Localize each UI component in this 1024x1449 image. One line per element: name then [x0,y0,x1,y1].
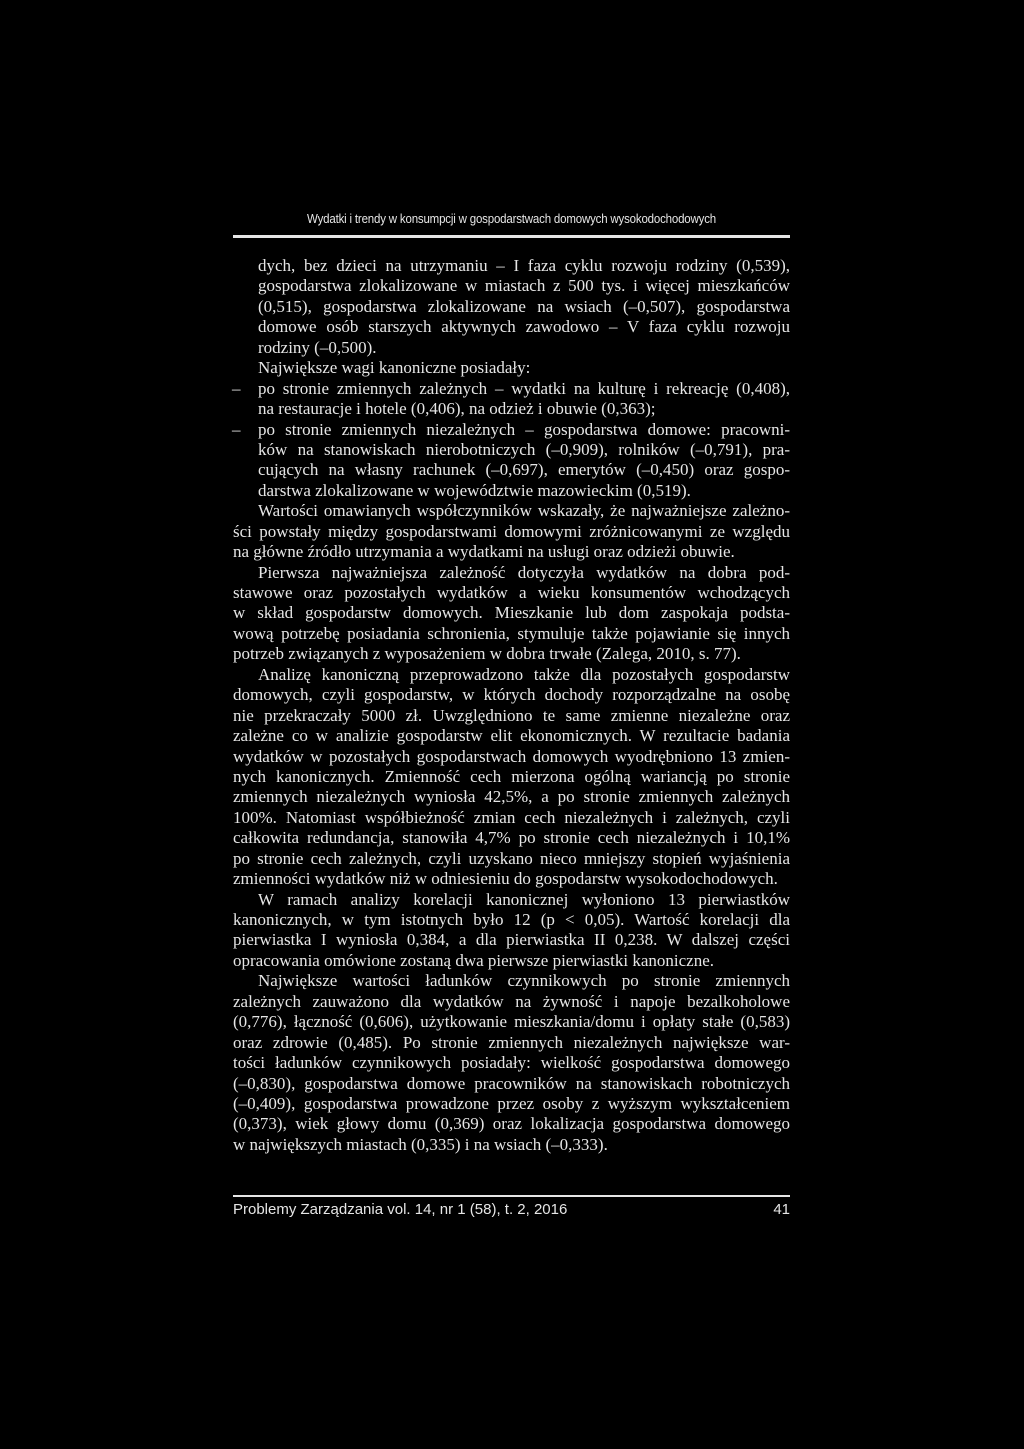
text-line: potrzeb związanych z wyposażeniem w dobra trwałe (Zalega, 2010, s. 77). [233,644,741,664]
list-item [233,379,790,420]
text-line: zmienności wydatków niż w odniesieniu do gospodarstw wysokodochodowych. [233,869,778,889]
page-footer [233,1201,790,1218]
text-line: (0,515), gospodarstwa zlokalizowane na wsiach (–0,507), gospodarstwa [258,296,790,316]
text-line: po stronie cech zależnych, czyli uzyskano nieco mniejszy stopień wyjaśnienia [233,848,790,868]
text-line: (0,776), łączność (0,606), użytkowanie mieszkania/domu i opłaty stałe (0,583) [233,1012,790,1032]
text-line: Największe wartości ładunków czynnikowych po stronie zmiennych [258,971,790,991]
text-line: zależne co w analizie gospodarstw elit ekonomicznych. W rezultacie badania [233,726,790,746]
text-line: pierwiastka I wyniosła 0,384, a dla pierwiastka II 0,238. W dalszej części [233,930,790,950]
text-line: W ramach analizy korelacji kanonicznej wyłoniono 13 pierwiastków [258,889,790,909]
text-line: całkowita redundancja, stanowiła 4,7% po stronie cech niezależnych i 10,1% [233,828,790,848]
paragraph [233,665,790,890]
header-rule [233,235,790,238]
text-line: w największych miastach (0,335) i na wsiach (–0,333). [233,1134,608,1154]
text-line: ków na stanowiskach nierobotniczych (–0,909), rolników (–0,791), pra- [258,439,790,459]
text-line: rodziny (–0,500). [258,337,377,357]
text-line: nie przekraczały 5000 zł. Uwzględniono te same zmienne niezależne oraz [233,705,790,725]
text-line: zależnych zauważono dla wydatków na żywność i napoje bezalkoholowe [233,991,790,1011]
text-line: gospodarstwa zlokalizowane w miastach z 500 tys. i więcej mieszkańców [258,276,790,296]
text-line: dych, bez dzieci na utrzymaniu – I faza cyklu rozwoju rodziny (0,539), [258,256,790,275]
paragraph [233,563,790,665]
text-line: w skład gospodarstw domowych. Mieszkanie lub dom zaspokaja podsta- [233,603,790,623]
text-line: po stronie zmiennych niezależnych – gospodarstwa domowe: pracowni- – [232,419,790,439]
paragraph [233,890,790,972]
text-line: na restauracje i hotele (0,406), na odzież i obuwie (0,363); [258,399,656,419]
body-text [233,256,790,1155]
list-dash: – [232,378,241,398]
text-line: opracowania omówione zostaną dwa pierwsze pierwiastki kanoniczne. [233,950,715,970]
text-line: domowe osób starszych aktywnych zawodowo – V faza cyklu rozwoju [258,317,790,337]
text-line: po stronie zmiennych zależnych – wydatki na kulturę i rekreację (0,408), – [232,378,790,398]
text-line: ści powstały między gospodarstwami domowymi zróżnicowanymi ze względu [233,521,790,541]
text-line: stawowe oraz pozostałych wydatków a wieku konsumentów wchodzących [233,583,790,602]
text-line: (–0,409), gospodarstwa prowadzone przez osoby z wyższym wykształceniem [233,1093,790,1113]
text-line: nych kanonicznych. Zmienność cech mierzona ogólną wariancją po stronie [233,766,790,786]
list-item [233,420,790,502]
text-line: zmiennych niezależnych wyniosła 42,5%, a po stronie zmiennych zależnych [233,787,790,807]
text-line: wową potrzebę posiadania schronienia, stymuluje także pojawianie się innych [233,623,790,643]
text-line: Największe wagi kanoniczne posiadały: [258,358,531,378]
text-line: wydatków w pozostałych gospodarstwach domowych wyodrębniono 13 zmien- [233,746,790,766]
text-line: oraz zdrowie (0,485). Po stronie zmiennych niezależnych największe war- [233,1032,790,1052]
text-line: (0,373), wiek głowy domu (0,369) oraz lokalizacja gospodarstwa domowego [233,1114,790,1134]
text-line: Analizę kanoniczną przeprowadzono także dla pozostałych gospodarstw [258,664,790,684]
text-line: tości ładunków czynnikowych posiadały: wielkość gospodarstwa domowego [233,1053,790,1073]
text-line: domowych, czyli gospodarstw, w których dochody rozporządzalne na osobę [233,685,790,705]
paragraph [233,358,790,378]
list-dash: – [232,419,241,439]
text-line: Wartości omawianych współczynników wskazały, że najważniejsze zależno- [258,501,790,521]
page-number: 41 [773,1201,790,1218]
text-line: (–0,830), gospodarstwa domowe pracowników na stanowiskach robotniczych [233,1073,790,1093]
paragraph [233,256,790,358]
text-line: na główne źródło utrzymania a wydatkami na usługi oraz odzieżi obuwie. [233,542,735,562]
text-line: kanonicznych, w tym istotnych było 12 (p < 0,05). Wartość korelacji dla [233,910,790,929]
text-line: 100%. Natomiast współbieżność zmian cech niezależnych i zależnych, czyli [233,807,790,827]
paragraph [233,971,790,1155]
paragraph [233,501,790,562]
footer-rule [233,1195,790,1197]
text-line: Pierwsza najważniejsza zależność dotyczyła wydatków na dobra pod- [258,562,790,582]
text-line: darstwa zlokalizowane w województwie mazowieckim (0,519). [258,480,691,500]
text-line: cujących na własny rachunek (–0,697), emerytów (–0,450) oraz gospo- [258,460,790,480]
journal-citation: Problemy Zarządzania vol. 14, nr 1 (58), t. 2, 2016 [233,1201,568,1218]
running-header: Wydatki i trendy w konsumpcji w gospodarstwach domowych wysokodochodowych [307,212,716,226]
